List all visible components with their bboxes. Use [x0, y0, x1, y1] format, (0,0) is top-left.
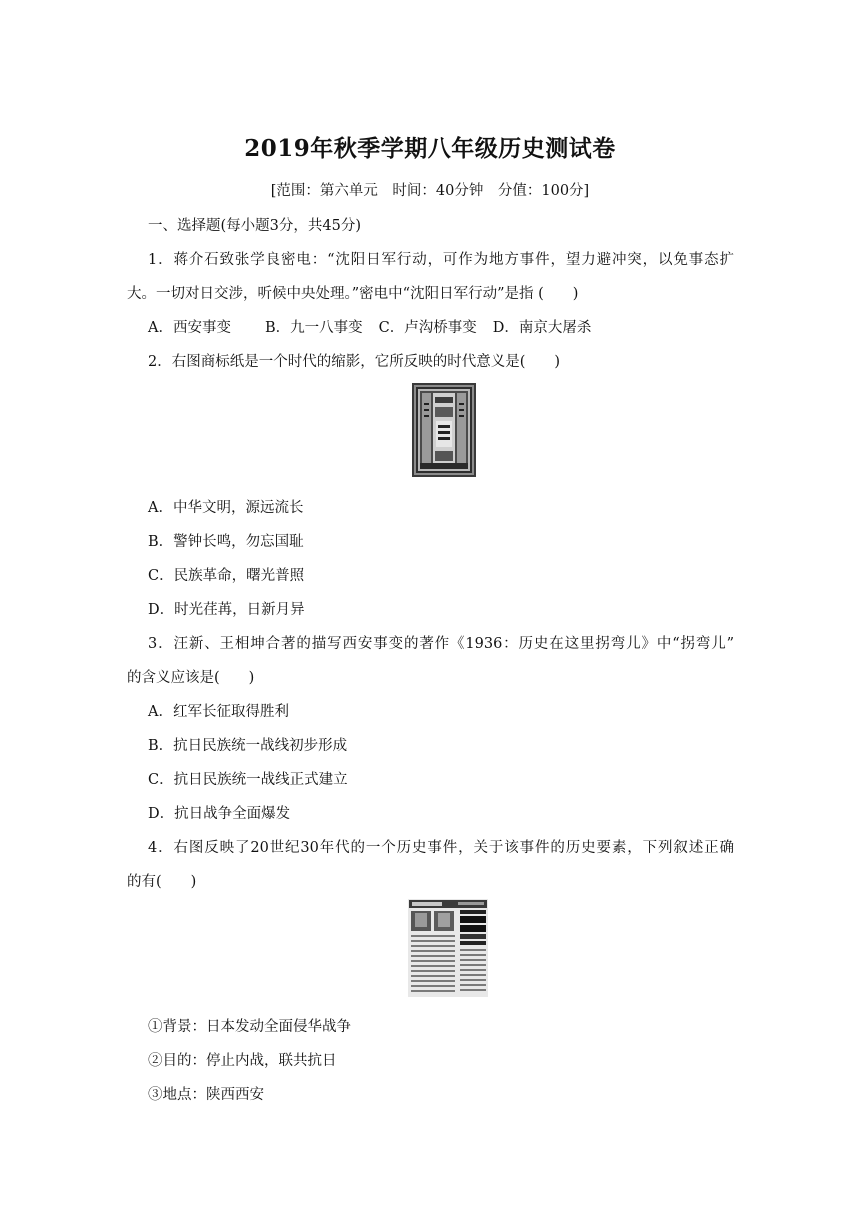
q2-option-a[interactable]: A．中华文明，源远流长 — [148, 500, 304, 516]
q4-stem-line2: 的有( ) — [127, 874, 197, 890]
q4-stem-line1: 4．右图反映了20世纪30年代的一个历史事件，关于该事件的历史要素，下列叙述正确 — [148, 840, 734, 856]
exam-meta: [范围：第六单元 时间：40分钟 分值：100分] — [270, 183, 590, 199]
q3-stem-line2: 的含义应该是( ) — [127, 670, 255, 686]
q1-options — [148, 316, 591, 337]
q3-option-d[interactable]: D．抗日战争全面爆发 — [148, 806, 291, 822]
q1-option-d[interactable]: D．南京大屠杀 — [492, 320, 592, 336]
q3-stem-line1: 3．汪新、王相坤合著的描写西安事变的著作《1936：历史在这里拐弯儿》中“拐弯儿” — [148, 636, 734, 652]
q3-option-a[interactable]: A．红军长征取得胜利 — [148, 704, 289, 720]
q1-stem-line2: 大。一切对日交涉，听候中央处理。”密电中“沈阳日军行动”是指 ( ) — [127, 286, 579, 302]
q4-statement-1: ①背景：日本发动全面侵华战争 — [148, 1019, 351, 1035]
q2-option-d[interactable]: D．时光荏苒，日新月异 — [148, 602, 305, 618]
exam-title: 2019年秋季学期八年级历史测试卷 — [244, 135, 616, 162]
q1-option-b[interactable]: B．九一八事变 — [264, 320, 363, 336]
q1-stem-line1: 1．蒋介石致张学良密电：“沈阳日军行动，可作为地方事件，望力避冲突，以免事态扩 — [148, 252, 734, 268]
q3-option-b[interactable]: B．抗日民族统一战线初步形成 — [148, 738, 348, 754]
section-heading: 一、选择题(每小题3分，共45分) — [148, 218, 361, 234]
q1-option-c[interactable]: C．卢沟桥事变 — [378, 320, 477, 336]
q2-stem: 2．右图商标纸是一个时代的缩影，它所反映的时代意义是( ) — [148, 354, 561, 370]
newspaper-clipping-image — [408, 899, 488, 997]
q4-statement-2: ②目的：停止内战，联共抗日 — [148, 1053, 337, 1069]
q3-option-c[interactable]: C．抗日民族统一战线正式建立 — [148, 772, 348, 788]
q2-option-b[interactable]: B．警钟长鸣，勿忘国耻 — [148, 534, 304, 550]
q2-option-c[interactable]: C．民族革命，曙光普照 — [148, 568, 305, 584]
q1-option-a[interactable]: A．西安事变 — [148, 320, 231, 336]
trademark-label-image — [412, 383, 476, 477]
q4-statement-3: ③地点：陕西西安 — [148, 1087, 264, 1103]
